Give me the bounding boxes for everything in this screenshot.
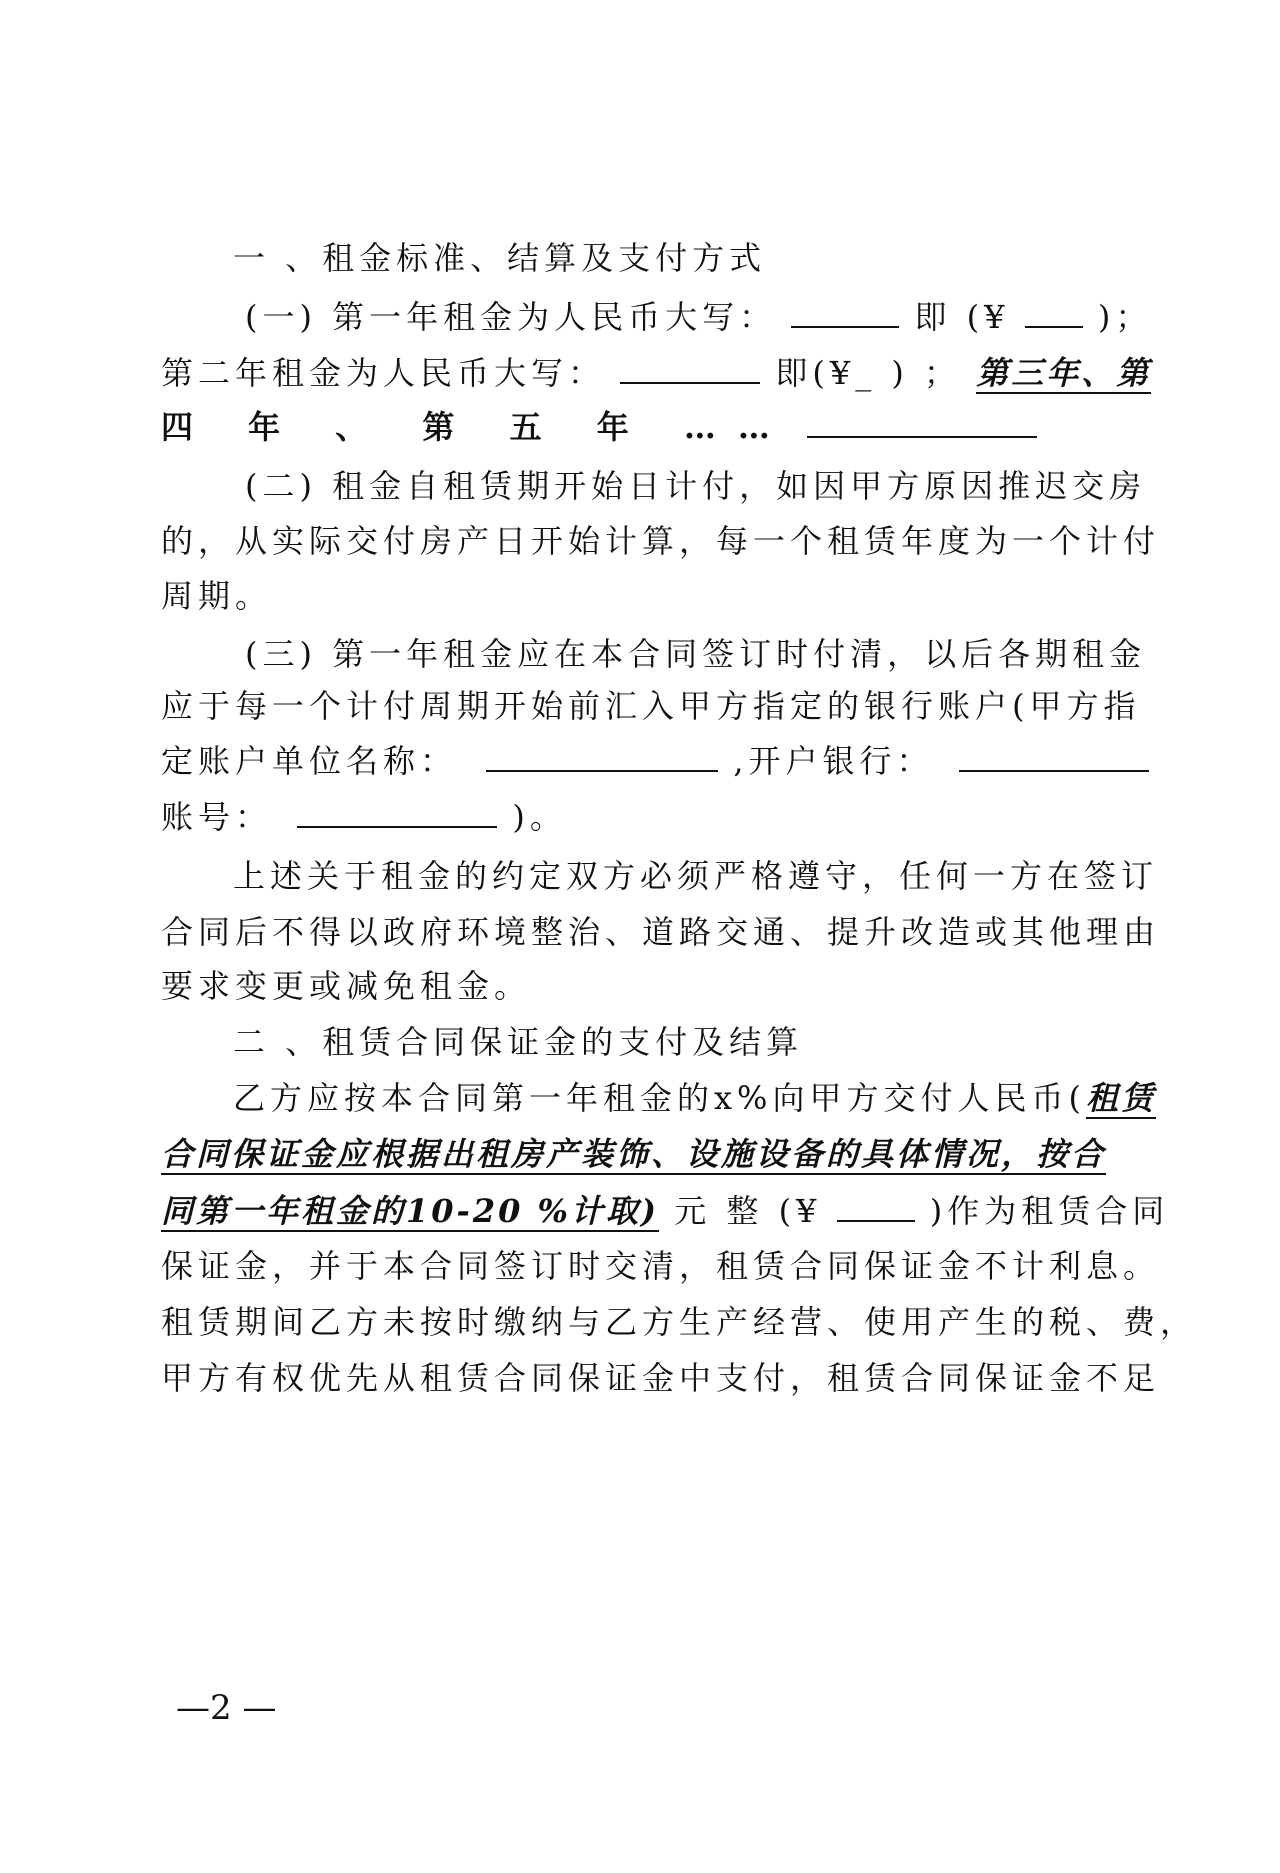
section-2-heading: 二 、租赁合同保证金的支付及结算	[233, 1023, 804, 1061]
rent-start-line-2: 的，从实际交付房产日开始计算，每一个租赁年度为一个计付	[161, 522, 1161, 560]
payment-line-4: 账号： )。	[161, 798, 567, 836]
bank-name-blank[interactable]	[959, 740, 1149, 772]
compliance-line-2: 合同后不得以政府环境整治、道路交通、提升改造或其他理由	[161, 913, 1161, 951]
rent-year2-line: 第二年租金为人民币大写： 即(¥_ ) ； 第三年、第	[161, 354, 1152, 392]
rent-later-years-line	[161, 406, 1037, 447]
rent-year1-amount-blank[interactable]	[791, 296, 899, 328]
account-number-blank[interactable]	[297, 796, 497, 828]
payment-line-2: 应于每一个计付周期开始前汇入甲方指定的银行账户(甲方指	[161, 687, 1141, 725]
deposit-line-5: 租赁期间乙方未按时缴纳与乙方生产经营、使用产生的税、费，	[161, 1303, 1198, 1341]
deposit-note-end: 同第一年租金的10-20 %计取)	[161, 1192, 660, 1230]
deposit-line-3: 同第一年租金的10-20 %计取) 元 整 (¥ )作为租赁合同	[161, 1192, 1170, 1230]
deposit-line-1: 乙方应按本合同第一年租金的x%向甲方交付人民币(租赁	[233, 1079, 1156, 1117]
deposit-note-start: 租赁	[1085, 1079, 1156, 1117]
deposit-line-6: 甲方有权优先从租赁合同保证金中支付，租赁合同保证金不足	[161, 1359, 1161, 1397]
page-number: —2 —	[176, 1688, 277, 1728]
rent-year1-yen-blank[interactable]	[1025, 296, 1083, 328]
deposit-note-middle: 合同保证金应根据出租房产装饰、设施设备的具体情况，按合	[161, 1135, 1107, 1173]
rent-start-line-1: (二) 租金自租赁期开始日计付，如因甲方原因推迟交房	[245, 467, 1147, 505]
rent-later-years-note: 四 年 、 第 五 年 ……	[161, 408, 792, 446]
rent-later-years-blank[interactable]	[807, 406, 1037, 438]
compliance-line-3: 要求变更或减免租金。	[161, 967, 532, 1005]
section-1-heading: 一 、租金标准、结算及支付方式	[233, 239, 767, 277]
rent-year2-amount-blank[interactable]	[620, 352, 760, 384]
rent-start-line-3: 周期。	[161, 577, 273, 615]
rent-year1-line: (一) 第一年租金为人民币大写： 即 (¥ )；	[245, 298, 1153, 336]
deposit-amount-blank[interactable]	[837, 1190, 915, 1222]
payment-line-1: (三) 第一年租金应在本合同签订时付清，以后各期租金	[245, 635, 1147, 673]
payment-line-3: 定账户单位名称： ,开户银行：	[161, 740, 1149, 781]
rent-year3-note: 第三年、第	[976, 354, 1152, 392]
compliance-line-1: 上述关于租金的约定双方必须严格遵守，任何一方在签订	[233, 857, 1159, 895]
deposit-line-4: 保证金，并于本合同签订时交清，租赁合同保证金不计利息。	[161, 1247, 1161, 1285]
deposit-line-2	[161, 1134, 1106, 1174]
account-holder-blank[interactable]	[486, 740, 718, 772]
